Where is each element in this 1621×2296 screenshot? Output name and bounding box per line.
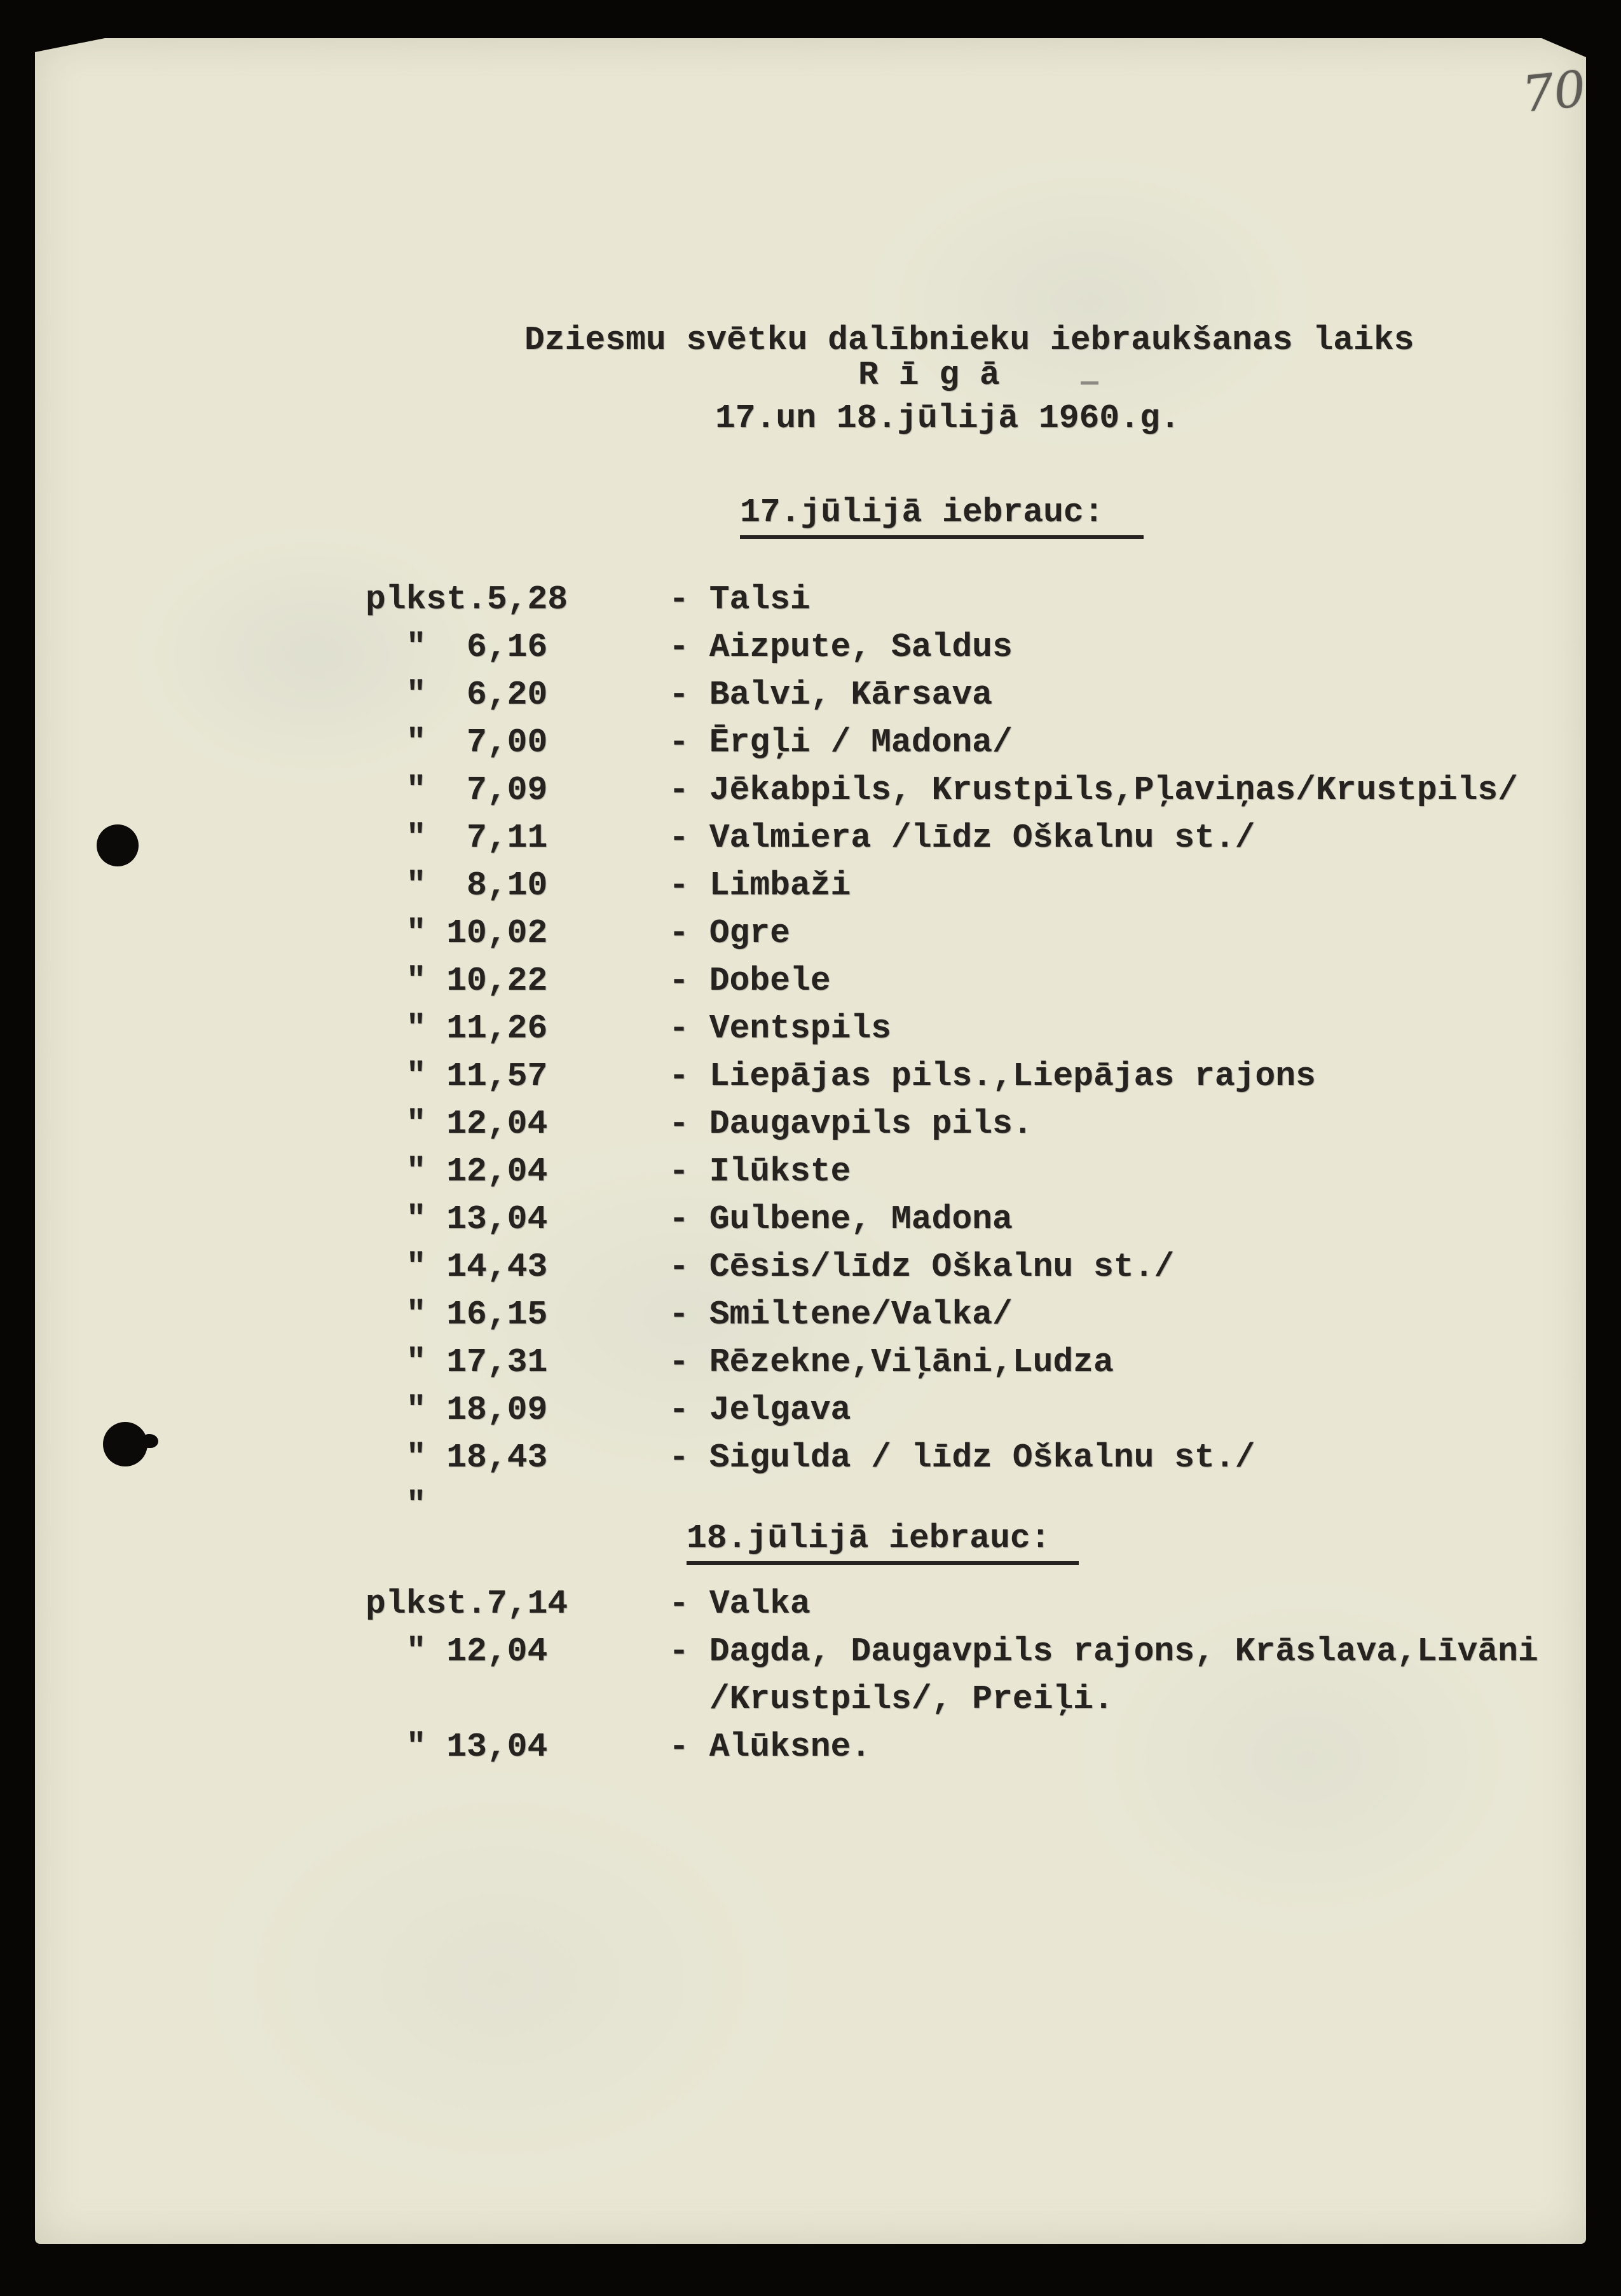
- schedule-line: " 6,16 - Aizpute, Saldus: [366, 628, 1013, 666]
- punch-hole-bottom-blob: [142, 1434, 158, 1448]
- schedule-line: " 10,22 - Dobele: [366, 962, 831, 1000]
- schedule-line: " 13,04 - Gulbene, Madona: [366, 1200, 1013, 1238]
- schedule-line: /Krustpils/, Preiļi.: [366, 1680, 1114, 1718]
- schedule-line: " 18,09 - Jelgava: [366, 1391, 851, 1429]
- schedule-line: " 12,04 - Ilūkste: [366, 1152, 851, 1191]
- stray-underscore-mark: [1081, 381, 1098, 385]
- schedule-line: " 12,04 - Daugavpils pils.: [366, 1105, 1033, 1143]
- schedule-line: plkst.5,28 - Talsi: [366, 580, 811, 618]
- paper-corner-tear: [35, 38, 105, 52]
- section-heading-17-july: 17.jūlijā iebrauc:: [740, 493, 1144, 539]
- schedule-line: " 17,31 - Rēzekne,Viļāni,Ludza: [366, 1343, 1114, 1381]
- document-title-line2: R ī g ā: [858, 356, 1000, 394]
- punch-hole-top: [97, 824, 139, 866]
- schedule-line: " 12,04 - Dagda, Daugavpils rajons, Krāslava,Līvāni: [366, 1632, 1538, 1671]
- schedule-line: " 14,43 - Cēsis/līdz Oškalnu st./: [366, 1248, 1175, 1286]
- page-number-handwritten: 70: [1519, 60, 1589, 124]
- schedule-line: " 7,00 - Ērgļi / Madona/: [366, 723, 1013, 762]
- schedule-line: " 16,15 - Smiltene/Valka/: [366, 1295, 1013, 1334]
- schedule-line: " 11,57 - Liepājas pils.,Liepājas rajons: [366, 1057, 1316, 1095]
- document-title-line1: Dziesmu svētku dalībnieku iebraukšanas laiks: [524, 321, 1414, 359]
- section-heading-18-july: 18.jūlijā iebrauc:: [687, 1519, 1079, 1565]
- schedule-line: " 11,26 - Ventspils: [366, 1009, 891, 1048]
- schedule-line: " 13,04 - Alūksne.: [366, 1728, 872, 1766]
- schedule-line: " 8,10 - Limbaži: [366, 866, 851, 905]
- schedule-line: " 7,11 - Valmiera /līdz Oškalnu st./: [366, 819, 1255, 857]
- schedule-line: " 10,02 - Ogre: [366, 914, 790, 952]
- punch-hole-bottom: [103, 1422, 147, 1466]
- document-title-line3: 17.un 18.jūlijā 1960.g.: [715, 399, 1180, 437]
- paper-corner-tear: [1542, 38, 1586, 57]
- schedule-line: ": [366, 1486, 427, 1524]
- document-page: [35, 38, 1589, 2244]
- schedule-line: " 6,20 - Balvi, Kārsava: [366, 676, 992, 714]
- schedule-line: " 7,09 - Jēkabpils, Krustpils,Pļaviņas/Krustpils/: [366, 771, 1518, 809]
- schedule-line: " 18,43 - Sigulda / līdz Oškalnu st./: [366, 1438, 1255, 1477]
- schedule-line: plkst.7,14 - Valka: [366, 1585, 811, 1623]
